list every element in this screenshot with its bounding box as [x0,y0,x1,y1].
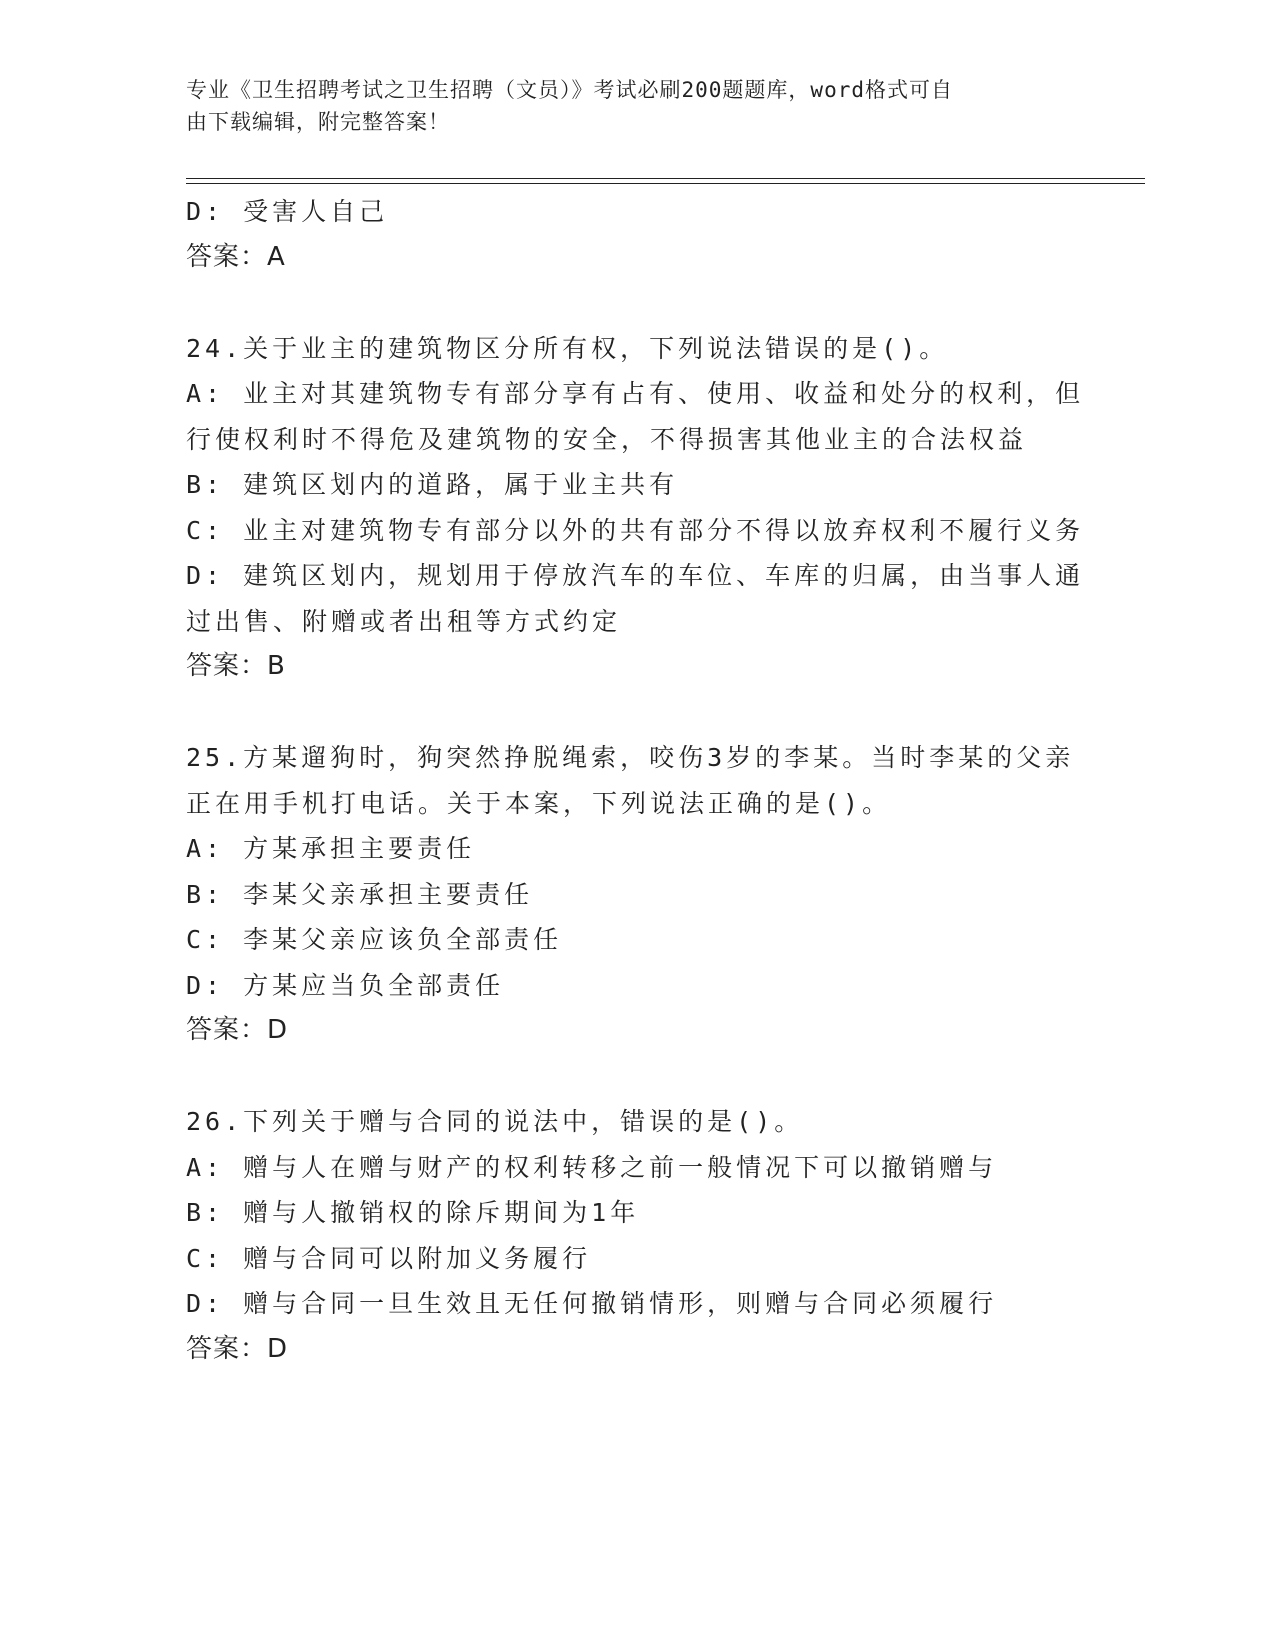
header-rule-bottom [186,183,1145,184]
option-d-continued: 过出售、附赠或者出租等方式约定 [186,606,622,636]
header-rule-top [186,178,1145,179]
option-c: C: 赠与合同可以附加义务履行 [186,1243,592,1273]
option-d: D: 方某应当负全部责任 [186,970,505,1000]
option-d: D: 受害人自己 [186,197,389,226]
option-a: A: 业主对其建筑物专有部分享有占有、使用、收益和处分的权利，但 [186,379,1085,408]
option-c: C: 李某父亲应该负全部责任 [186,925,563,954]
answer-line: 答案：D [186,1015,289,1045]
spacer [186,1054,1086,1100]
spacer [186,690,1086,736]
answer-line: 答案：B [186,651,286,681]
option-a-continued: 行使权利时不得危及建筑物的安全，不得损害其他业主的合法权益 [186,424,1028,454]
question-25 [186,735,1086,1054]
option-b: B: 李某父亲承担主要责任 [186,879,534,909]
option-b: B: 建筑区划内的道路，属于业主共有 [186,470,679,499]
spacer [186,280,1086,326]
answer-line: 答案：A [186,241,286,272]
document-header [186,74,1066,138]
answer-line: 答案：D [186,1333,289,1364]
question-stem: 26.下列关于赠与合同的说法中，错误的是()。 [186,1107,804,1136]
option-d: D: 建筑区划内，规划用于停放汽车的车位、车库的归属，由当事人通 [186,561,1085,590]
header-title-line-1: 专业《卫生招聘考试之卫生招聘（文员）》考试必刷200题题库，word格式可自 [186,78,953,102]
option-a: A: 方某承担主要责任 [186,834,476,863]
question-stem: 25.方某遛狗时，狗突然挣脱绳索，咬伤3岁的李某。当时李某的父亲 [186,743,1075,772]
header-title-line-2: 由下载编辑，附完整答案！ [186,110,450,134]
option-a: A: 赠与人在赠与财产的权利转移之前一般情况下可以撤销赠与 [186,1152,998,1182]
option-c: C: 业主对建筑物专有部分以外的共有部分不得以放弃权利不履行义务 [186,515,1085,545]
question-stem: 24.关于业主的建筑物区分所有权，下列说法错误的是()。 [186,333,949,363]
option-b: B: 赠与人撤销权的除斥期间为1年 [186,1198,640,1227]
question-26 [186,1099,1086,1372]
question-content [186,189,1086,1372]
option-d: D: 赠与合同一旦生效且无任何撤销情形，则赠与合同必须履行 [186,1289,998,1318]
question-24 [186,326,1086,690]
question-stem-continued: 正在用手机打电话。关于本案，下列说法正确的是()。 [186,788,892,818]
previous-question-tail [186,189,1086,280]
